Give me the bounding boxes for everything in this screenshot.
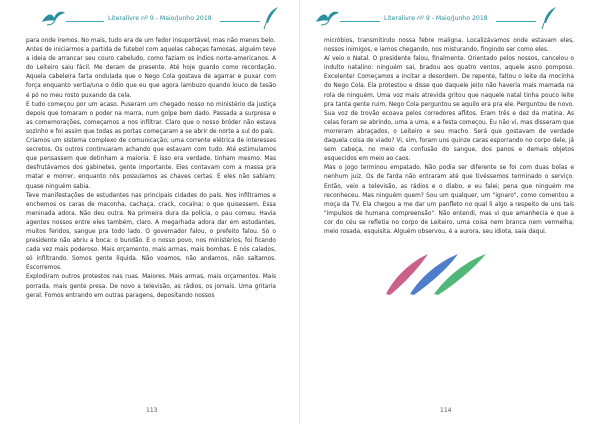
quill-icon [540,6,558,30]
green-feather-icon [434,254,486,295]
header-rule [220,21,260,22]
paragraph: E tudo começou por um acaso. Puseram um chegado nosso no ministério da justiça depois que tomaram o poder na marra, num golpe bem dado. Passada a surpresa e as comemorações, começamos a nos infiltrar. Claro que o nosso bróder não estava sozinho e foi assim que todas as portas começaram a se abrir de norte a sul do país. [26,101,276,135]
right-page-header [300,6,600,30]
header-rule [66,21,104,22]
paragraph: Aí veio o Natal. O presidente falou, finalmente. Orientado pelos nossos, cancelou o indulto natalino: ninguém sai, bradou aos quatro ventos, aquele asno pomposo. Excelente! Começamos a incitar a desordem. De repente, faltou o leite da mocinha do Nego Cola. Ela protestou e disse que daquele jeito não haveria mais mamada na rola de ninguém. Uma voz mais atrevida gritou que naquele natal tinha pouco leite pra tanta gente ruim. Nego Cola perguntou se aquilo era pra ele. Perguntou de novo. Sua voz de trovão ecoava pelos corredores aflitos. Eram três e dez da matina. As celas foram se abrindo, uma a uma, e a festa começou. Eu não vi, mas disseram que morreram abraçados, o Leiteiro e seu macho. Será que gostavam de verdade daquela coisa de viado? Vi, sim, foram uns quinze caras esporrando no corpo dele, já sem cabeça, no meio da confusão do sangue, dos panos e demais objetos esquecidos em meio ao caos. [324,56,574,163]
paragraph: Teve manifestações de estudantes nas principais cidades do país. Nos infiltramos e enchemos os caras de maconha, cachaça, crack, cocaína; o que quisessem. Essa meninada adora. Não deu outra. Na primeira dura da polícia, o pau comeu. Havia agentes nossos entre eles também, claro. A megarhada adora dar em estudantes, muitos feridos, sangue pra todo lado. O governador falou, o prefeito falou. Só o presidente não abriu a boca: o bundão. E o nosso povo, nos ministérios, foi ficando cada vez mais poderoso. Mais orçamento, mais armas, mais bombas. E nós calados, só infiltrando. Somos gente líquida. Não voamos, não andamos, não saltamos. Escorremos. [26,192,276,272]
paragraph: Mas o jogo terminou empatado. Não podia ser diferente se foi com duas bolas e nenhum juiz. Os de farda não entraram até que tivéssemos terminado o serviço. Então, veio a televisão, as rádios e o diabo, e eu falei; pena que ninguém me reconheceu. Mas ninguém quem? Sou um qualquer, um "ignaro", como comentou a moça da TV. Ela chegou a me dar um panfleto no qual li algo a respeito de uns tais "impulsos de humana compreensão". Não entendi, mas vi que amanhecia e que a cor do céu se refletia no corpo de Leiteiro, uma coisa nem branca nem vermelha; meio rosada, esquisita. Alguém observou, é a aurora, seu idiota, saia daqui. [324,165,574,235]
header-title: Literalivre nº 9 - Maio/Junho 2018 [108,15,212,22]
right-page [300,0,600,424]
page-number: 113 [146,407,158,414]
bird-icon [40,8,66,28]
paragraph: Criamos um sistema complexo de comunicação; uma corrente elétrica de interesses secretos. Os outros continuaram achando que estavam com tudo. Até estimulamos que pensassem que detinham a maioria. E isso era verdade, tinham mesmo. Mas desfrutávamos dos gabinetes, gente importante. Eles contavam com a massa pra matar e morrer, enquanto nós possuíamos as chaves certas. E eles não sabiam; quase ninguém sabia. [26,138,276,190]
paragraph: para onde iremos. No mais, tudo era de um fedor insuportável, mas não menos belo. [26,38,276,44]
header-rule [340,21,380,22]
quill-icon [262,6,280,30]
page-number: 114 [440,407,452,414]
header-rule [496,21,536,22]
paragraph: Explodiram outros protestos nas ruas. Maiores. Mais armas, mais orçamentos. Mais porrada, mais gente presa. De novo a televisão, as rádios, os jornais. Uma gritaria geral. Fomos entrando em outras paragens, depositando nossos [26,274,276,299]
feathers-illustration [380,248,490,298]
right-page-body [324,37,574,237]
paragraph: Antes de iniciarmos a partida de futebol com aquelas cabeças famosas, alguém teve a ideia de arrancar seu couro cabeludo, como faziam os índios norte-americanos. A do Leiteiro saiu fácil. Me deram de presente. Até hoje guardo como recordação. Aquela cabeleira farta ondulada que o Nego Cola gostava de agarrar e puxar com força enquanto vertia/una o ódio que eu que agora lambuzo quando louco de tesão é pó no meu rosto puxando da cela. [26,47,276,99]
header-title: Literalivre nº 9 - Maio/Junho 2018 [384,15,488,22]
bird-icon [314,8,340,28]
left-page-body [26,37,276,301]
left-page-header [0,6,299,30]
paragraph: micróbios, transmitindo nossa febre maligna. Localizávamos onde estavam eles, nossos inimigos, e íamos chegando, nos misturando, fingindo ser como eles. [324,38,574,54]
